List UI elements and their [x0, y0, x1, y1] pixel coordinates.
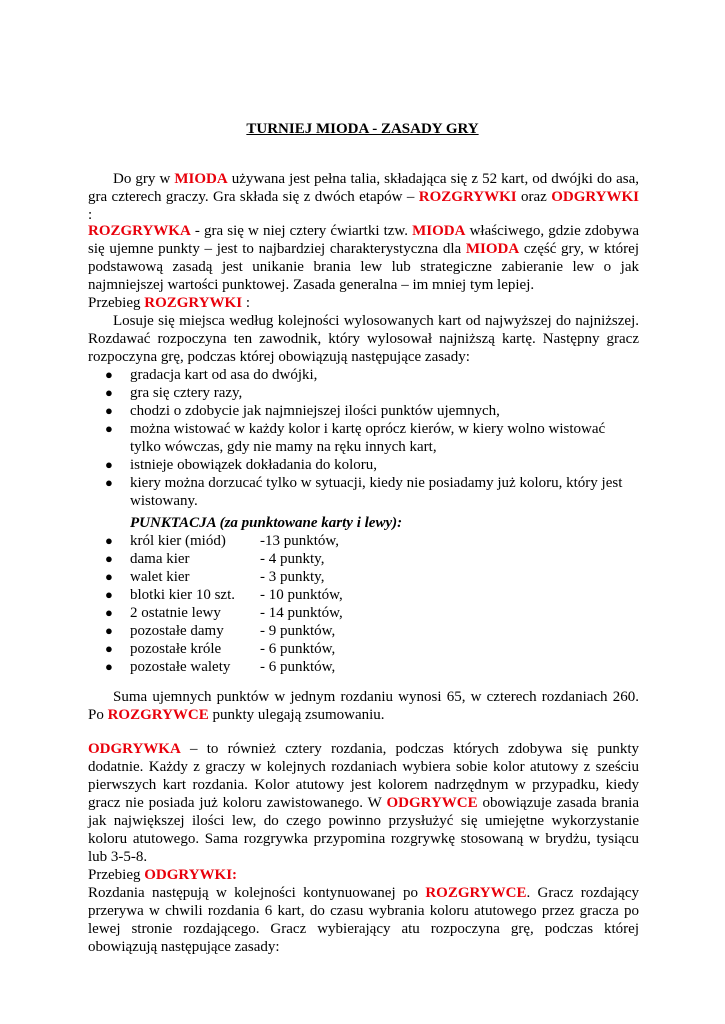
odgrywka-description: ODGRYWKA – to również cztery rozdania, podczas których zdobywa się punkty dodatnie. Każdy z graczy w kolejnych rozdaniach wybiera sobie kolor atutowy z sześciu pierwszych kart rozdania. Kolor atutowy jest kolorem nadrzędnym w przypadku, kiedy gracz nie posiada już koloru zawistowanego. W ODGRYWCE obowiązuje zasada brania jak największej ilości lew, do czego powinno przysłużyć się umiejętne wykorzystanie koloru atutowego. Sama rozgrywka przypomina rozgrywkę stosowaną w brydżu, tysiącu lub 3-5-8.	[88, 741, 640, 865]
punktacja-section	[88, 514, 639, 676]
list-item: ● król kier (miód) -13 punktów,	[105, 533, 340, 549]
intro-paragraph: Do gry w MIODA używana jest pełna talia, składająca się z 52 kart, od dwójki do asa, gra czterech graczy. Gra składa się z dwóch etapów – ROZGRYWKI oraz ODGRYWKI :	[88, 171, 640, 223]
rozgrywka-przebieg-text: Losuje się miejsca według kolejności wylosowanych kart od najwyższej do najniższej. Rozdawać rozpoczyna ten zawodnik, który wylosował najniższą kartę. Następny gracz rozpoczyna grę, podczas której obowiązują następujące zasady:	[88, 313, 639, 365]
bullet-icon: ●	[105, 659, 113, 674]
odgrywka-heading: ODGRYWKA	[88, 741, 181, 757]
bullet-icon: ●	[105, 569, 113, 584]
bullet-icon: ●	[105, 605, 113, 620]
list-item: ● pozostałe walety - 6 punktów,	[105, 659, 336, 675]
odgrywka-przebieg-text: Rozdania następują w kolejności kontynuowanej po ROZGRYWCE. Gracz rozdający przerywa w chwili rozdania 6 kart, do czasu wybrania koloru atutowego przez gracza po lewej stronie rozdającego. Gracz wybierający atu rozpoczyna grę, podczas której obowiązują następujące zasady:	[88, 885, 639, 955]
game-name-highlight: MIODA	[174, 171, 228, 187]
suma-paragraph: Suma ujemnych punktów w jednym rozdaniu wynosi 65, w czterech rozdaniach 260. Po ROZGRYWCE punkty ulegają zsumowaniu.	[88, 689, 639, 723]
bullet-icon: ●	[105, 533, 113, 548]
bullet-icon: ●	[105, 421, 113, 436]
bullet-icon: ●	[105, 385, 113, 400]
bullet-icon: ●	[105, 367, 113, 382]
rozgrywka-przebieg-label: Przebieg ROZGRYWKI :	[88, 295, 250, 311]
bullet-icon: ●	[105, 457, 113, 472]
odgrywka-przebieg-label: Przebieg ODGRYWKI:	[88, 867, 238, 883]
stage-odgrywki-highlight: ODGRYWKI	[551, 189, 640, 205]
bullet-icon: ●	[105, 551, 113, 566]
list-item: ● dama kier - 4 punkty,	[105, 551, 325, 567]
rozgrywka-heading: ROZGRYWKA	[88, 223, 191, 239]
odgrywka-section	[88, 740, 639, 956]
list-item: ● istnieje obowiązek dokładania do koloru,	[105, 457, 378, 473]
rozgrywka-section	[88, 222, 639, 510]
punktacja-heading: PUNKTACJA (za punktowane karty i lewy):	[130, 515, 403, 531]
list-item: ● gradacja kart od asa do dwójki,	[105, 367, 318, 383]
rozgrywka-description: ROZGRYWKA - gra się w niej cztery ćwiartki tzw. MIODA właściwego, gdzie zdobywa się ujemne punkty – jest to najbardziej charakterystyczna dla MIODA część gry, w której podstawową zasadą jest unikanie brania lew lub strategiczne zabieranie lew o jak najmniejszej wartości punktowej. Zasada generalna – im mniej tym lepiej.	[88, 223, 640, 293]
list-item: ● kiery można dorzucać tylko w sytuacji, kiedy nie posiadamy już koloru, który jest wistowany.	[105, 475, 623, 509]
list-item: ● pozostałe damy - 9 punktów,	[105, 623, 336, 639]
list-item: ● chodzi o zdobycie jak najmniejszej ilości punktów ujemnych,	[105, 403, 500, 419]
list-item: ● blotki kier 10 szt. - 10 punktów,	[105, 587, 343, 603]
bullet-icon: ●	[105, 623, 113, 638]
list-item: ● można wistować w każdy kolor i kartę oprócz kierów, w kiery wolno wistować tylko wówczas, gdy nie mamy na ręku innych kart,	[105, 421, 606, 455]
bullet-icon: ●	[105, 587, 113, 602]
list-item: ● 2 ostatnie lewy - 14 punktów,	[105, 605, 343, 621]
document-title: TURNIEJ MIODA - ZASADY GRY	[246, 121, 479, 137]
list-item: ● gra się cztery razy,	[105, 385, 243, 401]
list-item: ● pozostałe króle - 6 punktów,	[105, 641, 336, 657]
list-item: ● walet kier - 3 punkty,	[105, 569, 325, 585]
bullet-icon: ●	[105, 475, 113, 490]
stage-rozgrywki-highlight: ROZGRYWKI	[418, 189, 517, 205]
bullet-icon: ●	[105, 403, 113, 418]
rozgrywka-rules-list	[88, 366, 639, 510]
bullet-icon: ●	[105, 641, 113, 656]
punktacja-list	[88, 532, 639, 676]
